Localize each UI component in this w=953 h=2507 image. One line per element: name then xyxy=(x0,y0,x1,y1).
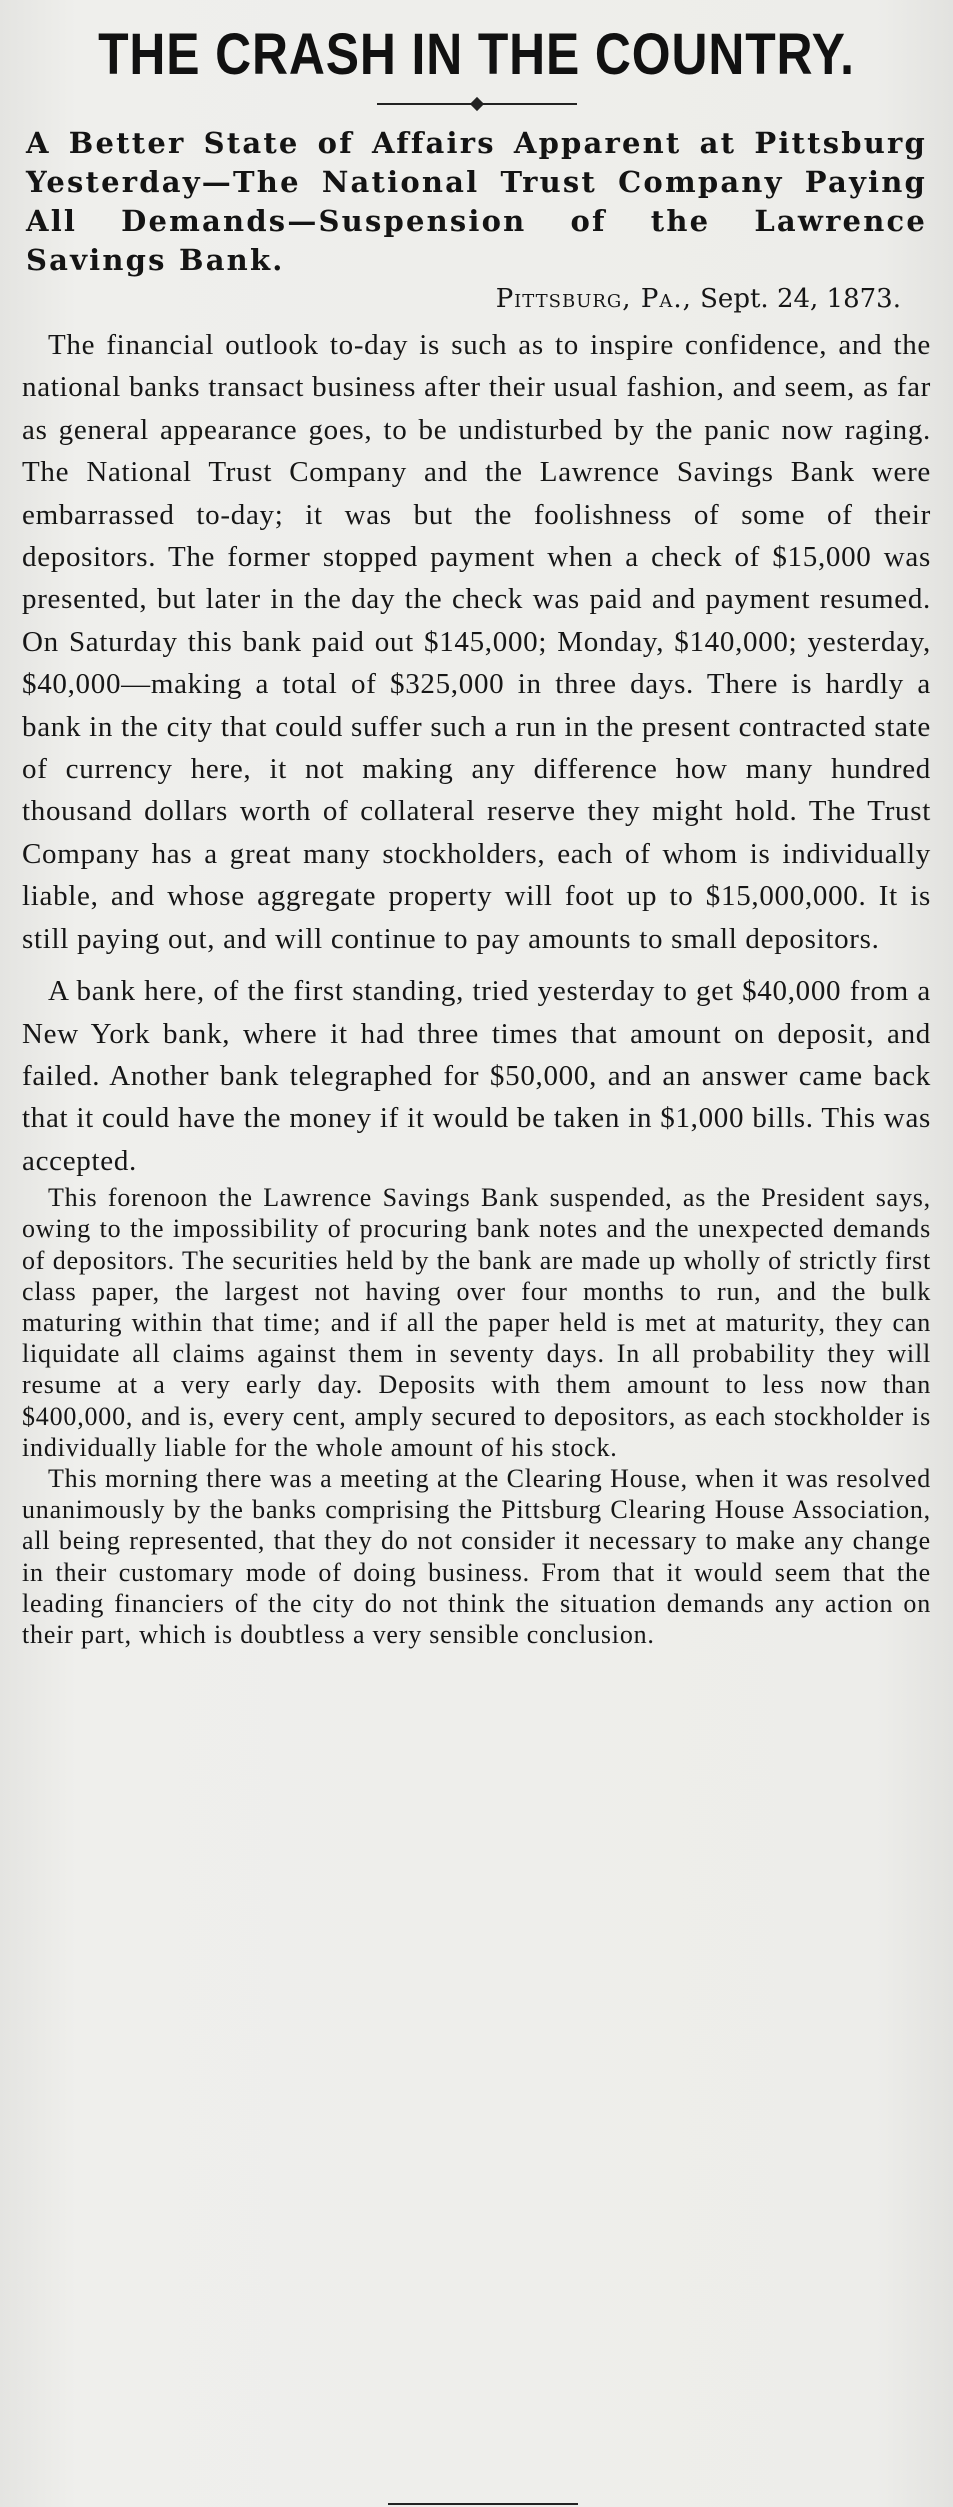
article-paragraph-2: A bank here, of the first standing, tried yesterday to get $40,000 from a New York bank, where it had three times that amount on deposit, and failed. Another bank telegraphed for $50,000, and an answer came back that it could have the money if it would be taken in $1,000 bills. This was accepted. xyxy=(22,975,931,1177)
dateline xyxy=(22,282,901,316)
headline-ornament-rule xyxy=(377,96,577,112)
subheadline-deck: A Better State of Affairs Apparent at Pittsburg Yesterday—The National Trust Company Paying All Demands—Suspension of the Lawrence Savings Bank. xyxy=(26,126,927,277)
article-paragraph-1: The financial outlook to-day is such as to inspire confidence, and the national banks transact business after their usual fashion, and seem, as far as general appearance goes, to be undisturbed by the panic now raging. The National Trust Company and the Lawrence Savings Bank were embarrassed to-day; it was but the foolishness of some of their depositors. The former stopped payment when a check of $15,000 was presented, but later in the day the check was paid and payment resumed. On Saturday this bank paid out $145,000; Monday, $140,000; yesterday, $40,000—making a total of $325,000 in three days. There is hardly a bank in the city that could suffer such a run in the present contracted state of currency here, it not making any difference how many hundred thousand dollars worth of collateral reserve they might hold. The Trust Company has a great many stockholders, each of whom is individually liable, and whose aggregate property will foot up to $15,000,000. It is still paying out, and will continue to pay amounts to small depositors. xyxy=(22,329,931,955)
dateline-date: Sept. 24, 1873. xyxy=(700,284,901,314)
headline: THE CRASH IN THE COUNTRY. xyxy=(98,22,855,87)
ornament-diamond xyxy=(469,97,483,111)
paragraph-gap xyxy=(22,960,931,970)
article-paragraph-4: This morning there was a meeting at the Clearing House, when it was resolved unanimously by the banks comprising the Pittsburg Clearing House Association, all being represented, that they do not consider it necessary to make any change in their customary mode of doing business. From that it would seem that the leading financiers of the city do not think the situation demands any action on their part, which is doubtless a very sensible conclusion. xyxy=(22,1463,931,1649)
article-body xyxy=(22,324,931,1650)
dateline-place: Pittsburg, Pa., xyxy=(495,284,692,314)
article-paragraph-3: This forenoon the Lawrence Savings Bank suspended, as the President says, owing to the impossibility of procuring bank notes and the unexpected demands of depositors. The securities held by the bank are made up wholly of strictly first class paper, the largest not having over four months to run, and the bulk maturing within that time; and if all the paper held is met at maturity, they can liquidate all claims against them in seventy days. In all probability they will resume at a very early day. Deposits with them amount to less now than $400,000, and is, every cent, amply secured to depositors, as each stockholder is individually liable for the whole amount of his stock. xyxy=(22,1183,931,1462)
end-rule xyxy=(388,2503,578,2505)
